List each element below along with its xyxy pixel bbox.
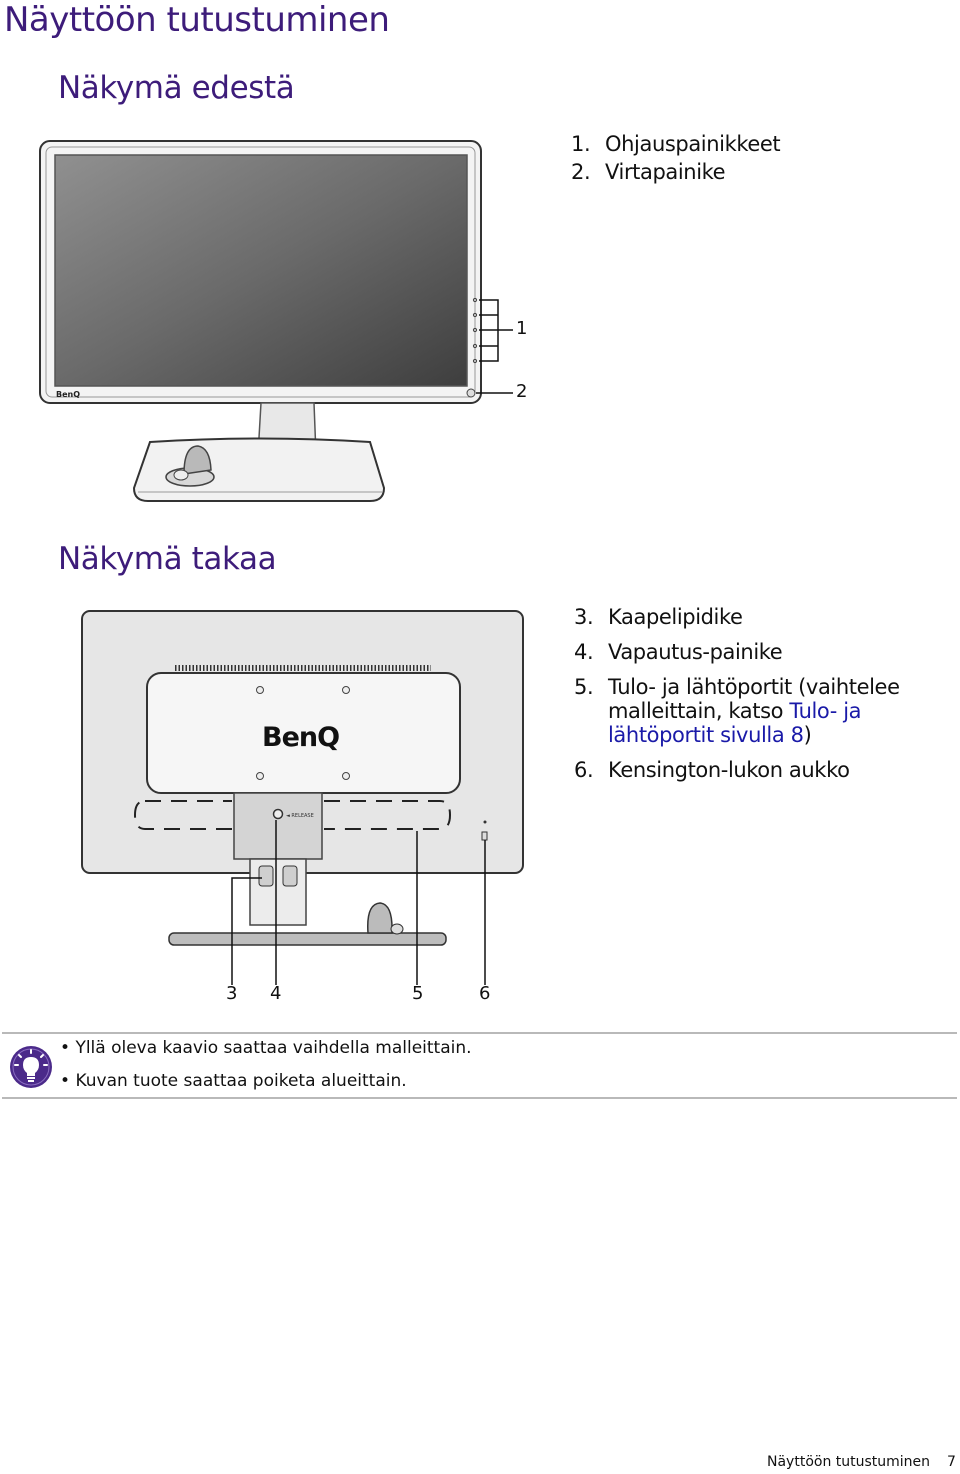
callout-2: 2	[516, 381, 528, 402]
callout-4: 4	[270, 983, 282, 1004]
item-label: Vapautus-painike	[608, 640, 783, 664]
item-number: 6.	[574, 758, 594, 782]
item-label: Virtapainike	[605, 160, 726, 184]
front-logo: BenQ	[56, 390, 81, 399]
ports-link[interactable]: Tulo- ja	[789, 699, 862, 723]
note-bullet-1: • Yllä oleva kaavio saattaa vaihdella malleittain.	[60, 1038, 472, 1058]
lightbulb-icon	[8, 1044, 54, 1090]
callout-3: 3	[226, 983, 238, 1004]
front-view-title: Näkymä edestä	[58, 70, 295, 106]
item-number: 2.	[571, 160, 591, 184]
monitor-back-illustration	[0, 600, 960, 1000]
page-number: 7	[947, 1454, 956, 1470]
note-top-rule	[2, 1032, 957, 1034]
back-logo: BenQ	[262, 722, 340, 753]
callout-5: 5	[412, 983, 424, 1004]
ports-link-page[interactable]: lähtöportit sivulla 8	[608, 723, 804, 747]
item-label: Kensington-lukon aukko	[608, 758, 850, 782]
chapter-title: Näyttöön tutustuminen	[4, 0, 390, 40]
back-view-title: Näkymä takaa	[58, 541, 277, 577]
note-text-1: Yllä oleva kaavio saattaa vaihdella malleittain.	[75, 1038, 472, 1058]
monitor-front-illustration	[0, 0, 960, 520]
item-number: 3.	[574, 605, 594, 629]
svg-text:◄ RELEASE: ◄ RELEASE	[286, 813, 314, 819]
note-bottom-rule	[2, 1097, 957, 1099]
note-bullet-2: • Kuvan tuote saattaa poiketa alueittain.	[60, 1071, 407, 1091]
item-label-end: )	[803, 723, 812, 747]
callout-1: 1	[516, 318, 528, 339]
footer-label: Näyttöön tutustuminen	[767, 1454, 931, 1470]
item-label-line2: malleittain, katso	[608, 699, 790, 723]
item-label: Kaapelipidike	[608, 605, 743, 629]
item-label: Tulo- ja lähtöportit (vaihtelee	[608, 675, 900, 699]
note-text-2: Kuvan tuote saattaa poiketa alueittain.	[75, 1071, 407, 1091]
callout-6: 6	[479, 983, 491, 1004]
item-number: 4.	[574, 640, 594, 664]
item-label: Ohjauspainikkeet	[605, 132, 781, 156]
item-number: 1.	[571, 132, 591, 156]
item-number: 5.	[574, 675, 594, 699]
